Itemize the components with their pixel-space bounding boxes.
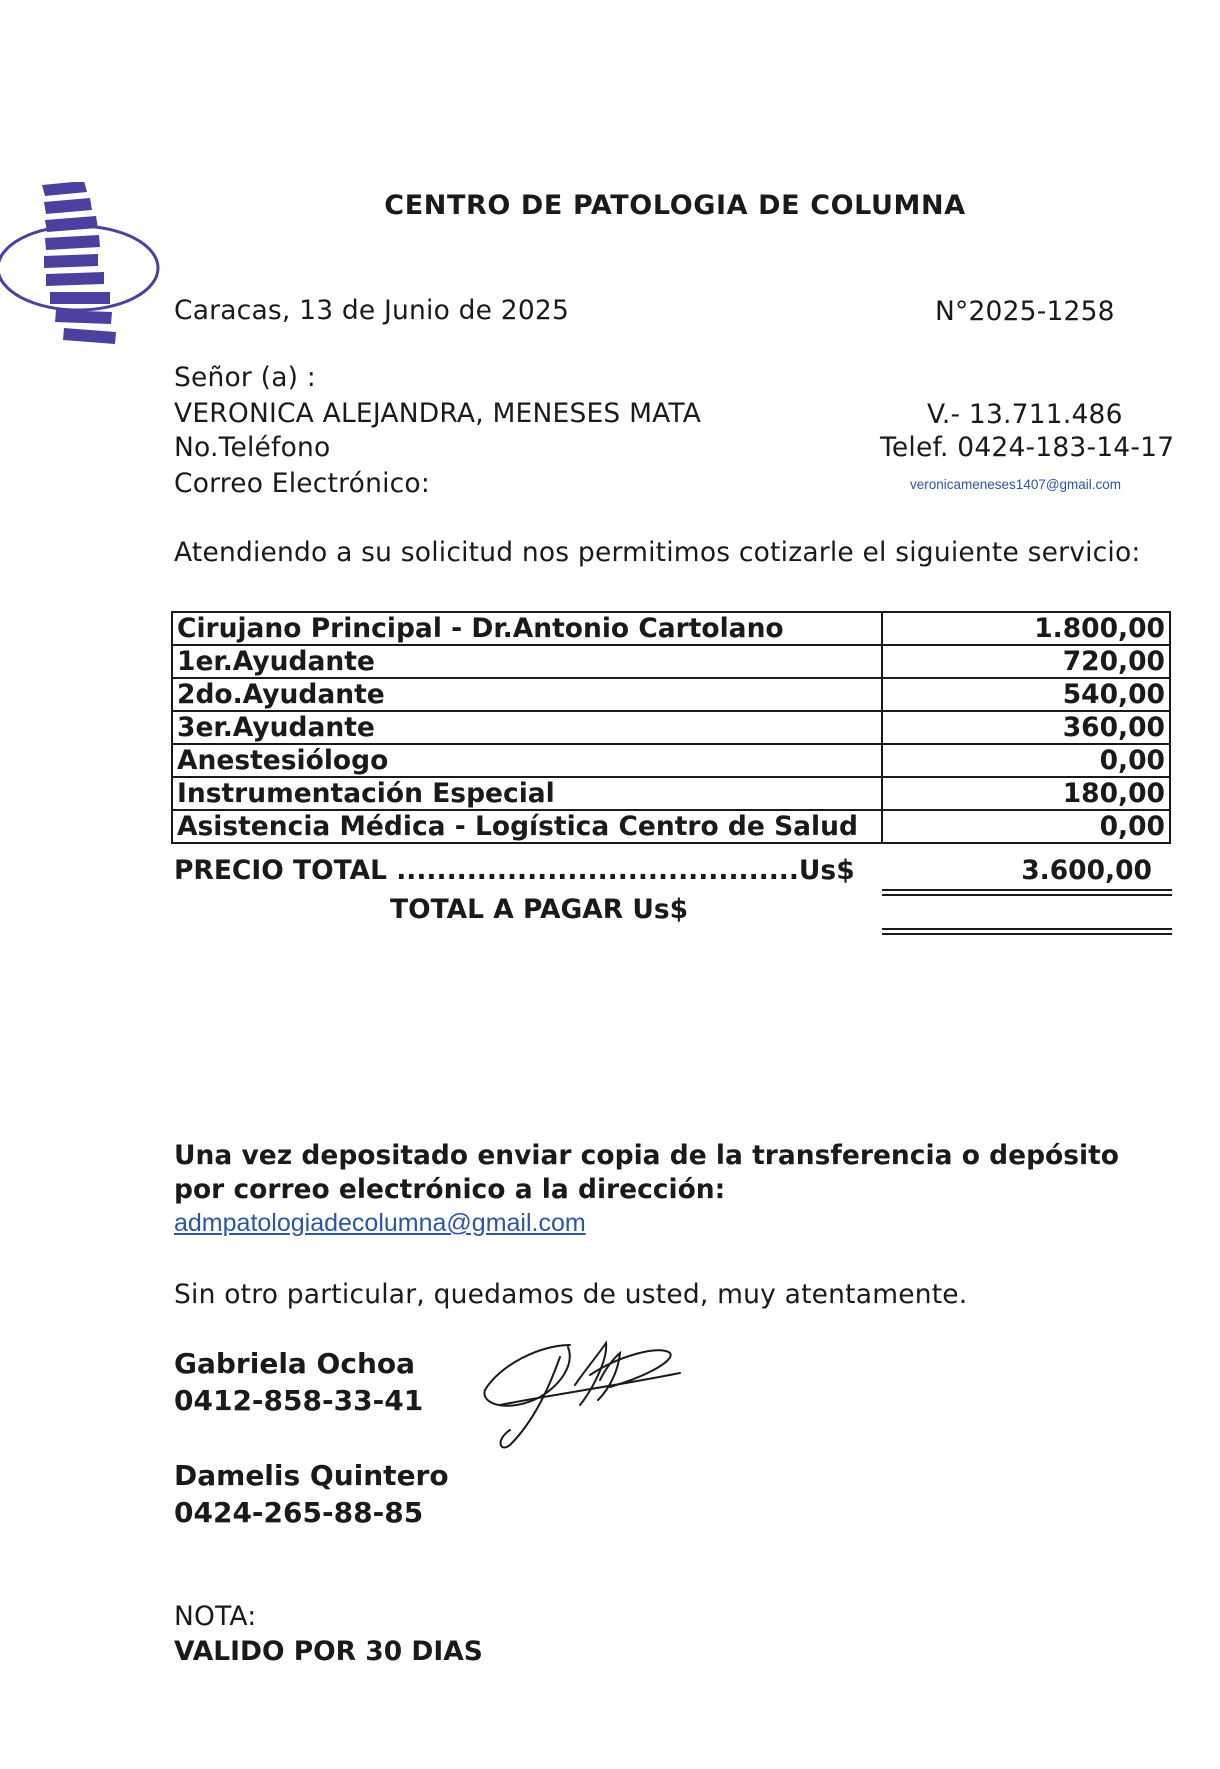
- client-phone: Telef. 0424-183-14-17: [880, 432, 1175, 463]
- item-description: Instrumentación Especial: [172, 777, 882, 810]
- note-validity: VALIDO POR 30 DIAS: [174, 1636, 483, 1667]
- item-amount: 180,00: [882, 777, 1170, 810]
- item-description: 3er.Ayudante: [172, 711, 882, 744]
- payment-email-link[interactable]: admpatologiadecolumna@gmail.com: [174, 1209, 586, 1237]
- table-row: [172, 645, 1170, 678]
- email-label: Correo Electrónico:: [174, 468, 430, 499]
- item-amount: 0,00: [882, 810, 1170, 843]
- clinic-title: CENTRO DE PATOLOGIA DE COLUMNA: [384, 190, 966, 221]
- item-amount: 0,00: [882, 744, 1170, 777]
- table-row: [172, 777, 1170, 810]
- item-amount: 1.800,00: [882, 612, 1170, 645]
- signer-1-name: Gabriela Ochoa: [174, 1347, 416, 1380]
- signer-1-phone: 0412-858-33-41: [174, 1384, 424, 1417]
- price-total-label: PRECIO TOTAL ........................................Us$: [174, 855, 855, 886]
- item-description: 2do.Ayudante: [172, 678, 882, 711]
- place-date: Caracas, 13 de Junio de 2025: [174, 295, 570, 326]
- total-pay-label: TOTAL A PAGAR Us$: [390, 894, 689, 925]
- price-total-value: 3.600,00: [1021, 855, 1152, 886]
- item-amount: 360,00: [882, 711, 1170, 744]
- closing-text: Sin otro particular, quedamos de usted, muy atentamente.: [174, 1279, 968, 1310]
- document-number: N°2025-1258: [935, 296, 1115, 327]
- note-label: NOTA:: [174, 1601, 257, 1632]
- total-pay-underline: [882, 928, 1172, 935]
- table-row: [172, 711, 1170, 744]
- client-name: VERONICA ALEJANDRA, MENESES MATA: [174, 398, 702, 429]
- signer-2-name: Damelis Quintero: [174, 1459, 449, 1492]
- item-amount: 540,00: [882, 678, 1170, 711]
- phone-label: No.Teléfono: [174, 432, 331, 463]
- payment-instruction-2: por correo electrónico a la dirección:: [174, 1174, 726, 1205]
- handwritten-signature: [480, 1335, 685, 1455]
- item-description: Cirujano Principal - Dr.Antonio Cartolano: [172, 612, 882, 645]
- signer-2-phone: 0424-265-88-85: [174, 1496, 424, 1529]
- price-total-underline: [882, 889, 1172, 896]
- item-description: Asistencia Médica - Logística Centro de Salud: [172, 810, 882, 843]
- item-description: Anestesiólogo: [172, 744, 882, 777]
- table-row: [172, 744, 1170, 777]
- table-row: [172, 810, 1170, 843]
- table-row: [172, 612, 1170, 645]
- item-amount: 720,00: [882, 645, 1170, 678]
- client-id: V.- 13.711.486: [927, 399, 1123, 430]
- item-description: 1er.Ayudante: [172, 645, 882, 678]
- table-row: [172, 678, 1170, 711]
- salutation: Señor (a) :: [174, 362, 316, 393]
- payment-instruction-1: Una vez depositado enviar copia de la transferencia o depósito: [174, 1140, 1119, 1171]
- quote-table: [171, 611, 1171, 844]
- client-email: veronicameneses1407@gmail.com: [910, 477, 1122, 492]
- intro-text: Atendiendo a su solicitud nos permitimos cotizarle el siguiente servicio:: [174, 537, 1141, 568]
